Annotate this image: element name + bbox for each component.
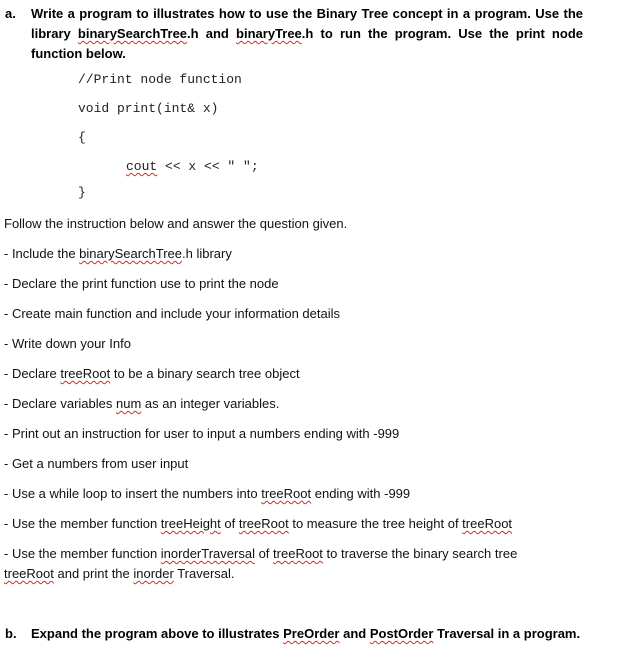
fn-inordertraversal: inorderTraversal xyxy=(160,546,255,561)
step-declare-treeroot xyxy=(4,366,300,381)
step-include-library xyxy=(4,246,232,261)
text-fragment: to measure the tree height of xyxy=(288,516,463,531)
text-fragment: as an integer variables. xyxy=(141,396,280,411)
var-treeroot: treeRoot xyxy=(261,486,312,501)
text-fragment: and xyxy=(339,626,370,641)
step-write-info: - Write down your Info xyxy=(4,336,131,351)
term-preorder: PreOrder xyxy=(283,626,340,641)
question-a-line2 xyxy=(31,24,583,44)
text-fragment: Expand the program above to illustrates xyxy=(31,626,284,641)
text-fragment: - Use the member function xyxy=(4,546,161,561)
fn-treeheight: treeHeight xyxy=(160,516,221,531)
library-name-binarytree: binaryTree xyxy=(236,26,302,41)
question-b-letter: b. xyxy=(5,626,17,641)
code-signature: void print(int& x) xyxy=(78,101,219,116)
text-fragment: and print the xyxy=(53,566,134,581)
var-treeroot: treeRoot xyxy=(4,566,54,581)
step-tree-height xyxy=(4,516,512,531)
text-fragment: .h and xyxy=(187,26,237,41)
text-fragment: Traversal in a program. xyxy=(433,626,581,641)
question-a-line3: function below. xyxy=(31,46,126,61)
text-fragment: - Declare variables xyxy=(4,396,116,411)
text-fragment: .h library xyxy=(182,246,232,261)
step-while-loop xyxy=(4,486,410,501)
question-a-line1: Write a program to illustrates how to use the Binary Tree concept in a program. Use the xyxy=(31,6,583,21)
step-create-main: - Create main function and include your information details xyxy=(4,306,341,321)
step-get-input: - Get a numbers from user input xyxy=(4,456,189,471)
code-cout: cout xyxy=(126,159,158,174)
text-fragment: Traversal. xyxy=(173,566,235,581)
text-fragment: of xyxy=(254,546,274,561)
code-body-rest: << x << " "; xyxy=(157,159,259,174)
code-open-brace: { xyxy=(78,130,86,145)
text-fragment: - Use the member function xyxy=(4,516,161,531)
step-declare-print: - Declare the print function use to print the node xyxy=(4,276,279,291)
text-fragment: - Use a while loop to insert the numbers into xyxy=(4,486,262,501)
code-body xyxy=(126,159,259,174)
text-fragment: to traverse the binary search tree xyxy=(322,546,518,561)
var-treeroot: treeRoot xyxy=(60,366,111,381)
step-print-instruction: - Print out an instruction for user to input a numbers ending with -999 xyxy=(4,426,400,441)
step-declare-num xyxy=(4,396,279,411)
step-inorder-traversal-cont xyxy=(4,566,235,581)
text-fragment: library xyxy=(31,26,78,41)
instruction-intro: Follow the instruction below and answer the question given. xyxy=(4,216,348,231)
var-treeroot: treeRoot xyxy=(462,516,513,531)
step-inorder-traversal xyxy=(4,546,517,561)
var-num: num xyxy=(116,396,142,411)
code-comment: //Print node function xyxy=(78,72,242,87)
library-name-binarysearchtree: binarySearchTree xyxy=(77,26,188,41)
term-postorder: PostOrder xyxy=(369,626,434,641)
code-close-brace: } xyxy=(78,185,86,200)
text-fragment: of xyxy=(220,516,239,531)
question-a-letter: a. xyxy=(5,6,16,21)
text-fragment: .h to run the program. Use the print node xyxy=(301,26,583,41)
question-a-text xyxy=(31,4,583,64)
text-fragment: - Include the xyxy=(4,246,80,261)
word-inorder: inorder xyxy=(133,566,174,581)
text-fragment: to be a binary search tree object xyxy=(110,366,300,381)
question-b-text xyxy=(31,626,580,641)
var-treeroot: treeRoot xyxy=(238,516,289,531)
var-treeroot: treeRoot xyxy=(273,546,323,561)
library-name: binarySearchTree xyxy=(79,246,183,261)
text-fragment: ending with -999 xyxy=(311,486,411,501)
text-fragment: - Declare xyxy=(4,366,61,381)
